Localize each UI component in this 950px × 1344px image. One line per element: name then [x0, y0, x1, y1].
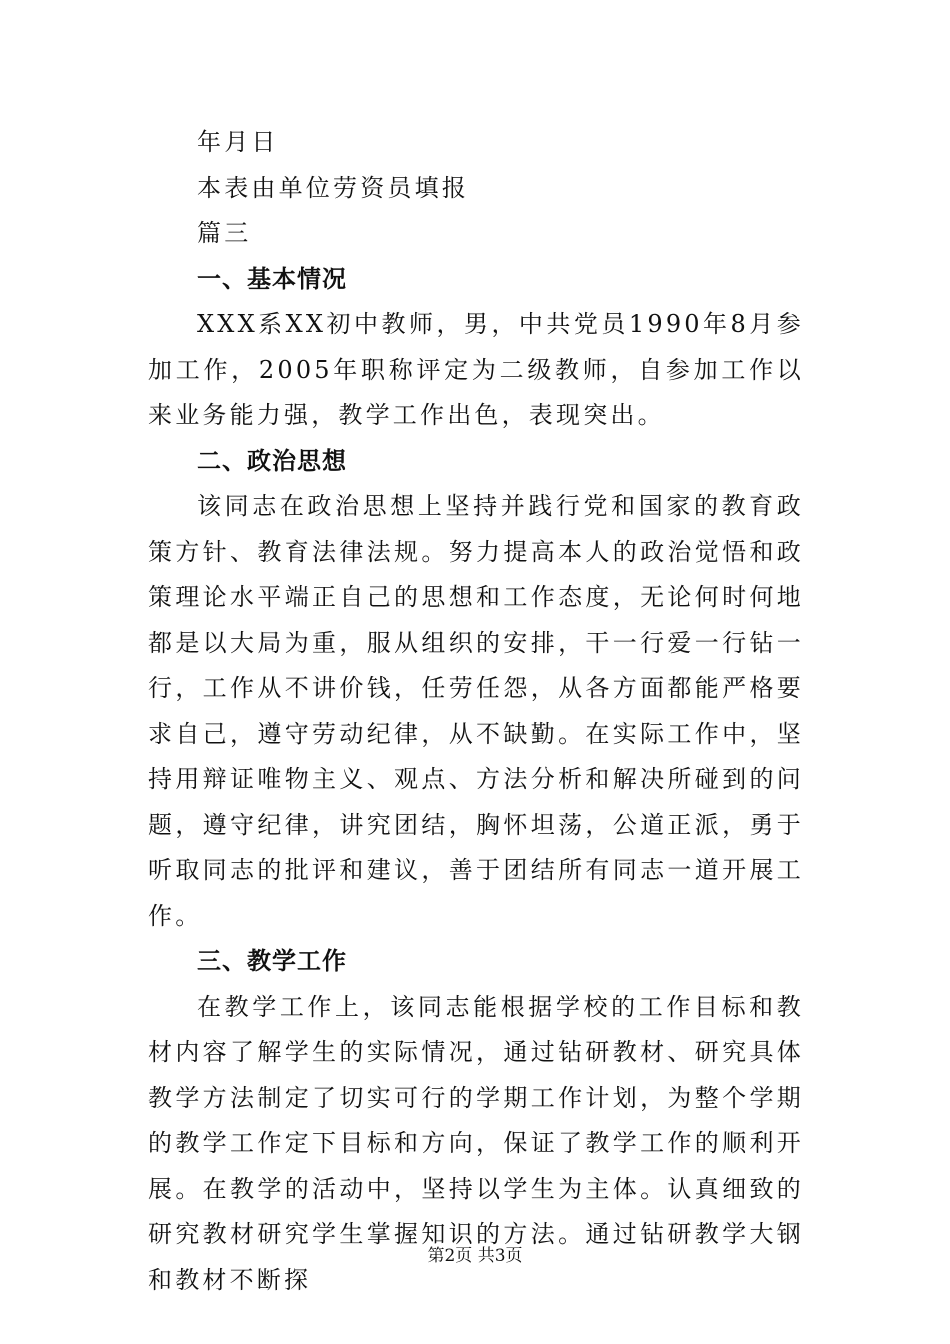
- section-paragraph: 该同志在政治思想上坚持并践行党和国家的教育政策方针、教育法律法规。努力提高本人的政治觉悟和政策理论水平端正自己的思想和工作态度，无论何时何地都是以大局为重，服从组织的安排，干一行爱一行钻一行，工作从不讲价钱，任劳任怨，从各方面都能严格要求自己，遵守劳动纪律，从不缺勤。在实际工作中，坚持用辩证唯物主义、观点、方法分析和解决所碰到的问题，遵守纪律，讲究团结，胸怀坦荡，公道正派，勇于听取同志的批评和建议，善于团结所有同志一道开展工作。: [148, 492, 804, 930]
- section-heading: 二、政治思想: [197, 446, 347, 475]
- section-heading: 一、基本情况: [197, 264, 347, 293]
- part-label: 篇三: [197, 219, 252, 247]
- page-number-footer: 第2页 共3页: [427, 1246, 523, 1266]
- fill-note-line: 本表由单位劳资员填报: [197, 173, 469, 202]
- date-line: 年月日: [197, 128, 279, 156]
- section-paragraph: XXX系XX初中教师，男，中共党员1990年8月参加工作，2005年职称评定为二级教师，自参加工作以来业务能力强，教学工作出色，表现突出。: [148, 310, 804, 429]
- section-paragraph: 在教学工作上，该同志能根据学校的工作目标和教材内容了解学生的实际情况，通过钻研教材、研究具体教学方法制定了切实可行的学期工作计划，为整个学期的教学工作定下目标和方向，保证了教学工作的顺利开展。在教学的活动中，坚持以学生为主体。认真细致的研究教材研究学生掌握知识的方法。通过钻研教学大钢和教材不断探: [148, 992, 804, 1294]
- section-heading: 三、教学工作: [197, 947, 347, 975]
- document-body: [148, 120, 804, 1303]
